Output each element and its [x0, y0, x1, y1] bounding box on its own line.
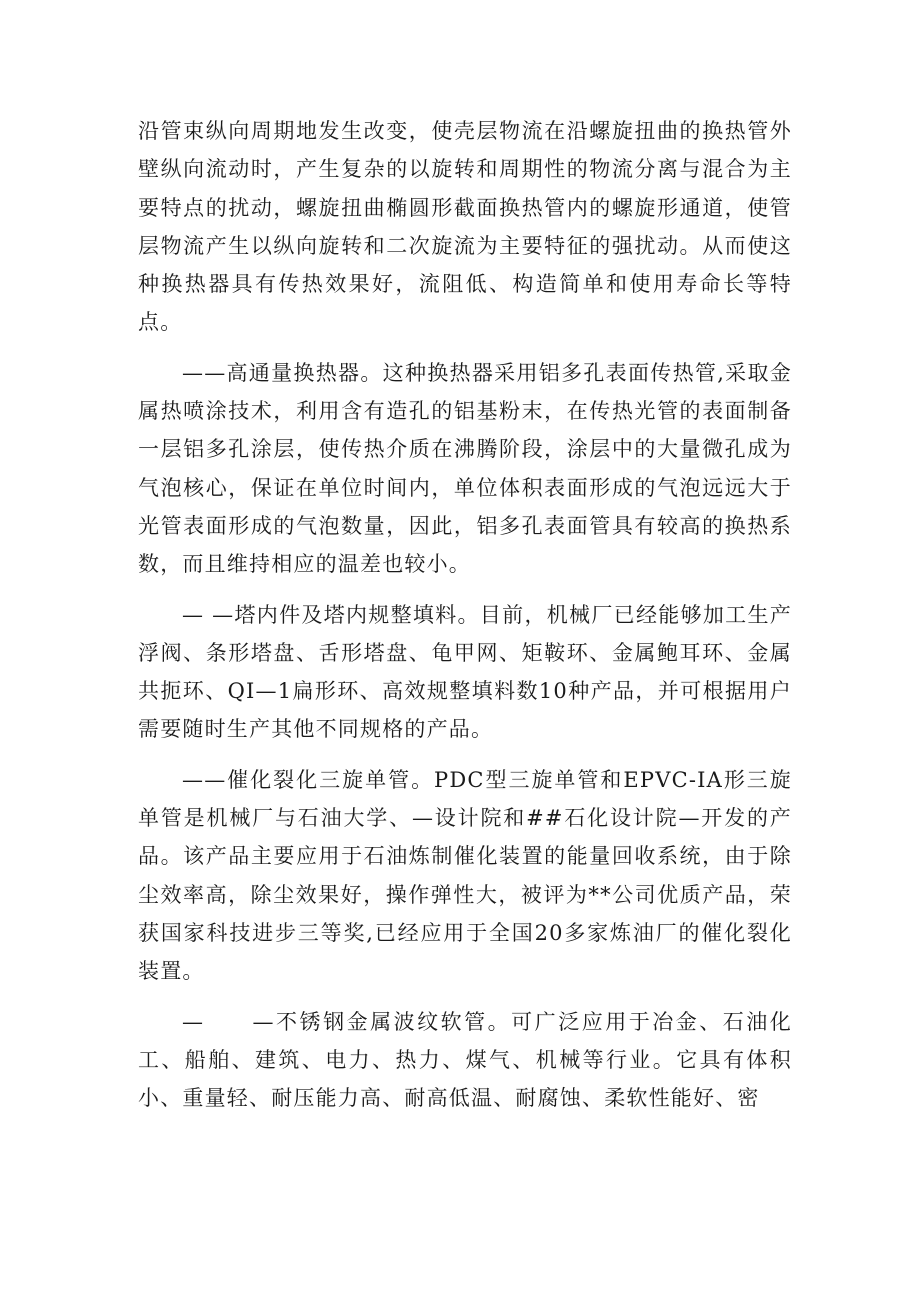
paragraph-tower-internals: — —塔内件及塔内规整填料。目前，机械厂已经能够加工生产浮阀、条形塔盘、舌形塔盘、龟甲网、矩鞍环、金属鲍耳环、金属共扼环、QI—1扁形环、高效规整填料数10种产品，并可根据用户需要随时生产其他不同规格的产品。 — [138, 602, 792, 742]
paragraph-twisted-tube-exchanger: 沿管束纵向周期地发生改变，使壳层物流在沿螺旋扭曲的换热管外壁纵向流动时，产生复杂的以旋转和周期性的物流分离与混合为主要特点的扰动，螺旋扭曲椭圆形截面换热管内的螺旋形通道，使管层物流产生以纵向旋转和二次旋流为主要特征的强扰动。从而使这种换热器具有传热效果好，流阻低、构造简单和使用寿命长等特点。 — [138, 119, 792, 335]
paragraph-cyclone-tube: ——催化裂化三旋单管。PDC型三旋单管和EPVC-IA形三旋单管是机械厂与石油大学、—设计院和##石化设计院—开发的产品。该产品主要应用于石油炼制催化装置的能量回收系统，由于除尘效率高，除尘效果好，操作弹性大，被评为**公司优质产品，荣获国家科技进步三等奖,已经应用于全国20多家炼油厂的催化裂化装置。 — [138, 767, 792, 984]
paragraph-high-flux-exchanger: ——高通量换热器。这种换热器采用铝多孔表面传热管,采取金属热喷涂技术，利用含有造孔的铝基粉末，在传热光管的表面制备一层铝多孔涂层，使传热介质在沸腾阶段，涂层中的大量微孔成为气泡核心，保证在单位时间内，单位体积表面形成的气泡远远大于光管表面形成的气泡数量，因此，铝多孔表面管具有较高的换热系数，而且维持相应的温差也较小。 — [138, 360, 792, 577]
document-body — [138, 112, 792, 1129]
paragraph-bellows-hose: — —不锈钢金属波纹软管。可广泛应用于冶金、石油化工、船舶、建筑、电力、热力、煤气、机械等行业。它具有体积小、重量轻、耐压能力高、耐高低温、耐腐蚀、柔软性能好、密 — [138, 1009, 792, 1111]
